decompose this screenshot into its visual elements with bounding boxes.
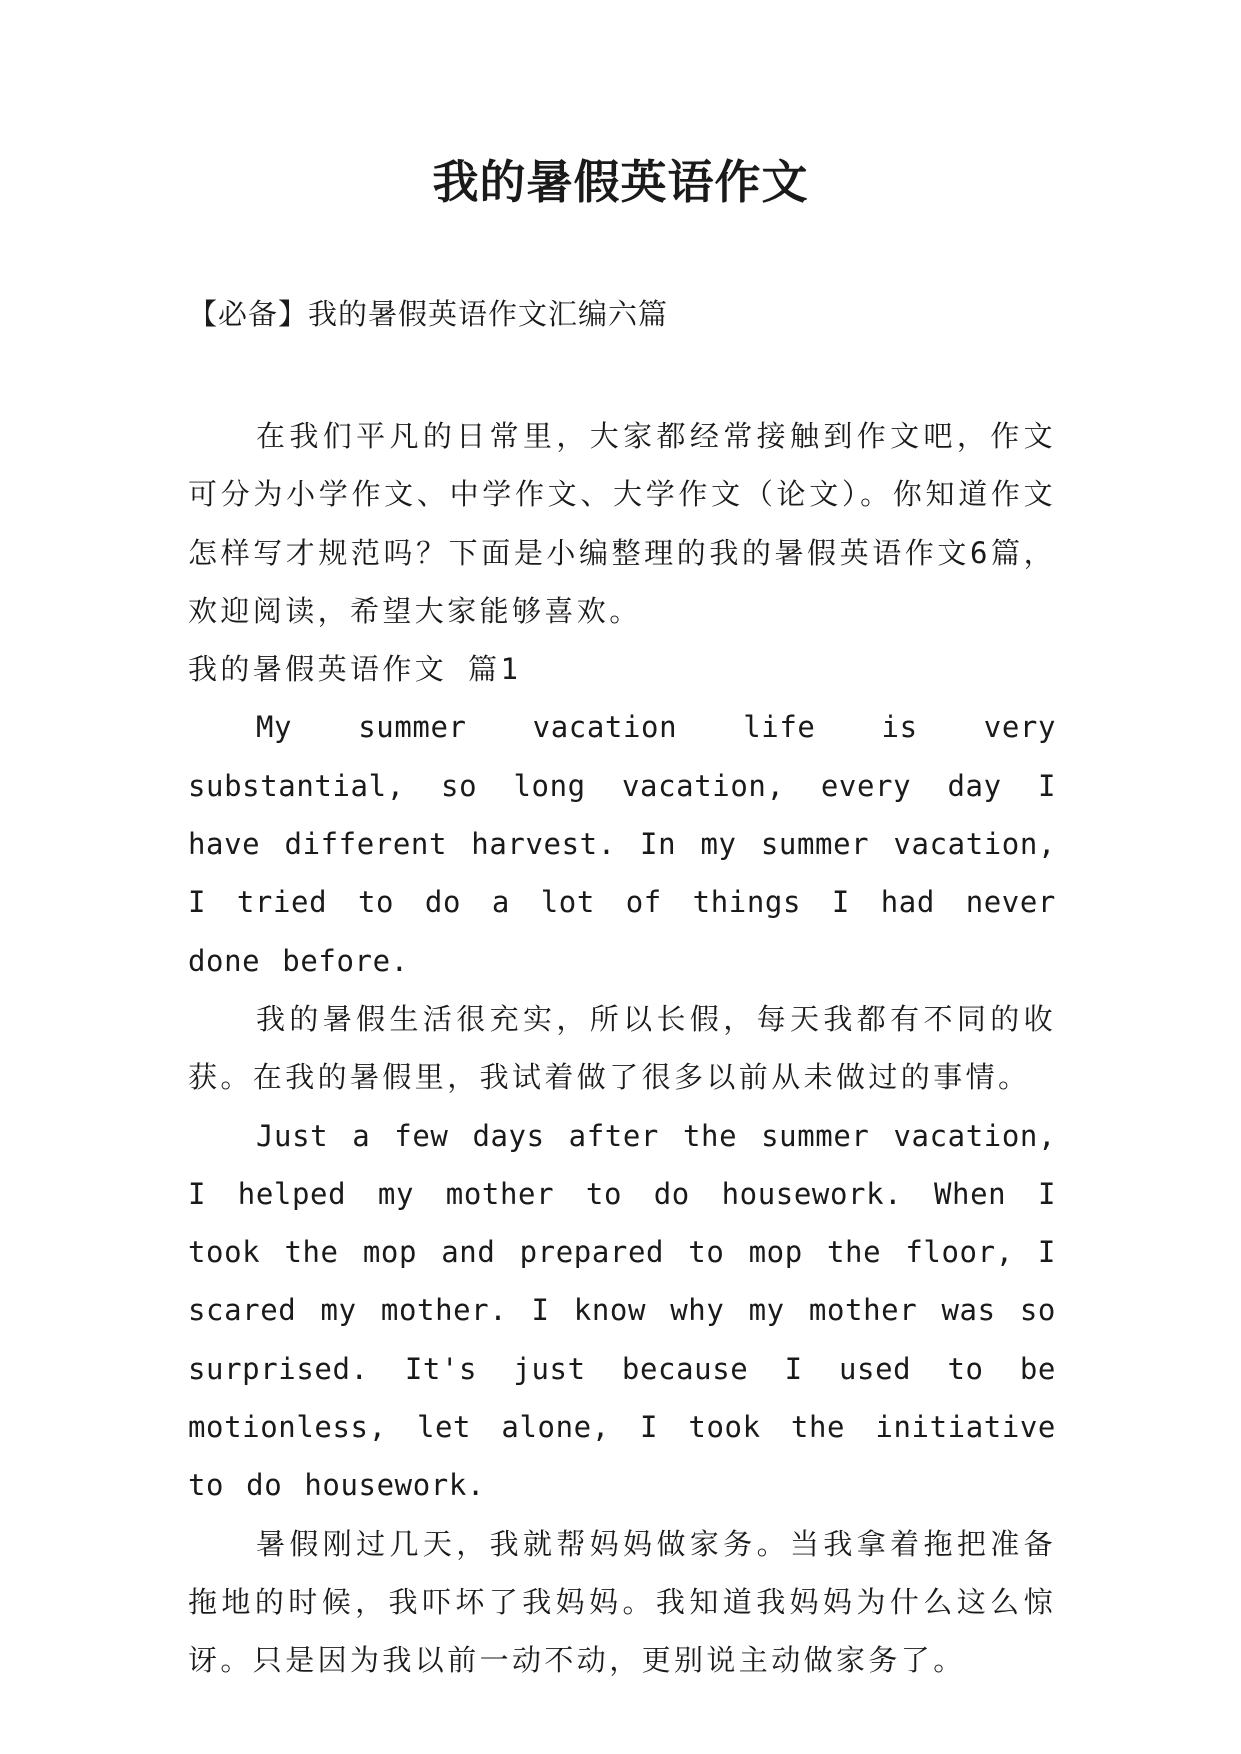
intro-paragraph: 在我们平凡的日常里，大家都经常接触到作文吧，作文可分为小学作文、中学作文、大学作文（论文）。你知道作文怎样写才规范吗？下面是小编整理的我的暑假英语作文6篇，欢迎阅读，希望大家能够喜欢。 <box>188 419 1056 628</box>
document-body <box>188 407 1056 1690</box>
english-paragraph: My summer vacation life is very substantial, so long vacation, every day I have different harvest. In my summer vacation, I tried to do a lot of things I had never done before. <box>188 710 1056 978</box>
document-title: 我的暑假英语作文 <box>432 155 809 209</box>
chinese-paragraph: 我的暑假生活很充实，所以长假，每天我都有不同的收获。在我的暑假里，我试着做了很多以前从未做过的事情。 <box>188 1001 1056 1095</box>
english-paragraph: Just a few days after the summer vacation, I helped my mother to do housework. When I took the mop and prepared to mop the floor, I scared my mother. I know why my mother was so surprised. It's just because I used to be motionless, let alone, I took the initiative to do housework. <box>188 1118 1056 1503</box>
chinese-paragraph: 暑假刚过几天，我就帮妈妈做家务。当我拿着拖把准备拖地的时候，我吓坏了我妈妈。我知道我妈妈为什么这么惊讶。只是因为我以前一动不动，更别说主动做家务了。 <box>188 1526 1056 1678</box>
section-heading: 我的暑假英语作文 篇1 <box>188 652 522 687</box>
document-subtitle: 【必备】我的暑假英语作文汇编六篇 <box>188 297 669 331</box>
